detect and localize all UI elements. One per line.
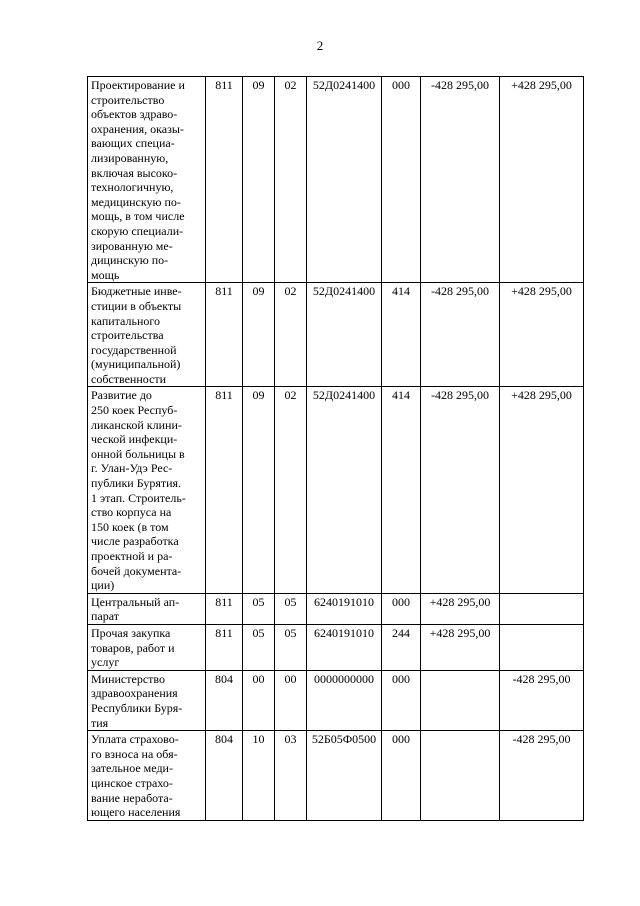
amount-change-cell-1: [421, 670, 500, 730]
expense-name-line: медицинскую по-: [91, 194, 181, 209]
amount-change-cell-2: [500, 624, 584, 670]
expense-name-line: Развитие до: [91, 388, 152, 403]
ministry-code-cell: 811: [206, 593, 243, 624]
table-row: [88, 593, 584, 624]
amount-change-cell-1: +428 295,00: [421, 593, 500, 624]
subsection-code-cell: 02: [275, 387, 307, 593]
table-row: [88, 670, 584, 730]
expense-name-line: объектов здраво-: [91, 107, 178, 122]
amount-change-cell-1: [421, 731, 500, 821]
section-code-cell: 05: [243, 593, 275, 624]
expense-name-line: Республики Буря-: [91, 700, 183, 715]
subsection-code-cell: 00: [275, 670, 307, 730]
amount-change-cell-2: +428 295,00: [500, 283, 584, 387]
expense-name-cell: [88, 77, 206, 283]
expense-type-cell: 000: [382, 77, 421, 283]
subsection-code-cell: 02: [275, 77, 307, 283]
expense-name-line: строительство: [91, 92, 165, 107]
expense-name-line: технологичную,: [91, 180, 174, 195]
subsection-code-cell: 02: [275, 283, 307, 387]
ministry-code-cell: 804: [206, 670, 243, 730]
table-row: [88, 77, 584, 283]
expense-name-line: онной больницы в: [91, 446, 185, 461]
table-row: [88, 387, 584, 593]
table-row: [88, 731, 584, 821]
expense-name-cell: [88, 283, 206, 387]
expense-name-line: Бюджетные инве-: [91, 284, 182, 299]
expense-name-line: зательное меди-: [91, 761, 173, 776]
expense-type-cell: 414: [382, 387, 421, 593]
expense-name-line: вающих специа-: [91, 136, 175, 151]
expense-name-line: собственности: [91, 371, 167, 386]
subsection-code-cell: 05: [275, 624, 307, 670]
amount-change-cell-2: +428 295,00: [500, 77, 584, 283]
expense-name-cell: [88, 670, 206, 730]
expense-name-line: публики Бурятия.: [91, 476, 182, 491]
expense-name-line: ликанской клини-: [91, 417, 182, 432]
amount-change-cell-2: -428 295,00: [500, 670, 584, 730]
amount-change-cell-2: [500, 593, 584, 624]
expense-name-line: мощь: [91, 267, 120, 282]
expense-name-line: включая высоко-: [91, 165, 178, 180]
expense-name-line: ции): [91, 578, 115, 593]
expense-name-line: Прочая закупка: [91, 625, 171, 640]
amount-change-cell-1: +428 295,00: [421, 624, 500, 670]
expense-name-line: 150 коек (в том: [91, 519, 169, 534]
amount-change-cell-1: -428 295,00: [421, 283, 500, 387]
expense-name-line: ство корпуса на: [91, 505, 172, 520]
expense-name-line: Центральный ап-: [91, 594, 180, 609]
subsection-code-cell: 05: [275, 593, 307, 624]
expense-name-line: скорую специали-: [91, 223, 184, 238]
expense-name-cell: [88, 593, 206, 624]
target-article-cell: 52Д0241400: [307, 387, 382, 593]
amount-change-cell-2: -428 295,00: [500, 731, 584, 821]
expense-name-line: строительства: [91, 328, 164, 343]
expense-name-line: Уплата страхово-: [91, 732, 179, 747]
expense-type-cell: 000: [382, 593, 421, 624]
expense-name-line: государственной: [91, 342, 177, 357]
expense-name-cell: [88, 624, 206, 670]
section-code-cell: 10: [243, 731, 275, 821]
expense-name-line: бочей документа-: [91, 563, 182, 578]
expense-name-line: дицинскую по-: [91, 253, 169, 268]
expense-name-line: го взноса на обя-: [91, 746, 178, 761]
ministry-code-cell: 811: [206, 387, 243, 593]
section-code-cell: 05: [243, 624, 275, 670]
ministry-code-cell: 811: [206, 624, 243, 670]
page-number: 2: [316, 38, 324, 53]
expense-name-cell: [88, 731, 206, 821]
expense-type-cell: 414: [382, 283, 421, 387]
target-article-cell: 52Д0241400: [307, 283, 382, 387]
ministry-code-cell: 811: [206, 283, 243, 387]
amount-change-cell-2: +428 295,00: [500, 387, 584, 593]
section-code-cell: 09: [243, 77, 275, 283]
expense-name-line: лизированную,: [91, 150, 169, 165]
subsection-code-cell: 03: [275, 731, 307, 821]
section-code-cell: 09: [243, 387, 275, 593]
amount-change-cell-1: -428 295,00: [421, 77, 500, 283]
expense-name-line: зированную ме-: [91, 238, 173, 253]
ministry-code-cell: 804: [206, 731, 243, 821]
budget-table-body: [88, 77, 584, 821]
expense-name-line: мощь, в том числе: [91, 209, 185, 224]
expense-name-line: услуг: [91, 655, 120, 670]
expense-name-line: 250 коек Респуб-: [91, 403, 178, 418]
expense-type-cell: 244: [382, 624, 421, 670]
expense-name-line: товаров, работ и: [91, 640, 175, 655]
section-code-cell: 09: [243, 283, 275, 387]
target-article-cell: 0000000000: [307, 670, 382, 730]
expense-name-line: тия: [91, 715, 109, 730]
expense-name-line: цинское страхо-: [91, 775, 173, 790]
expense-name-line: 1 этап. Строитель-: [91, 490, 186, 505]
budget-table: [87, 76, 584, 821]
expense-name-line: Министерство: [91, 671, 165, 686]
amount-change-cell-1: -428 295,00: [421, 387, 500, 593]
table-row: [88, 283, 584, 387]
expense-name-line: стиции в объекты: [91, 298, 182, 313]
expense-type-cell: 000: [382, 731, 421, 821]
expense-name-line: (муниципальной): [91, 357, 181, 372]
section-code-cell: 00: [243, 670, 275, 730]
expense-name-line: вание неработа-: [91, 790, 173, 805]
expense-name-line: парат: [91, 609, 120, 624]
expense-name-line: капитального: [91, 313, 160, 328]
expense-name-line: ющего населения: [91, 805, 181, 820]
target-article-cell: 6240191010: [307, 624, 382, 670]
expense-name-line: числе разработка: [91, 534, 179, 549]
expense-name-line: охранения, оказы-: [91, 121, 184, 136]
expense-name-line: г. Улан-Удэ Рес-: [91, 461, 173, 476]
expense-name-line: ческой инфекци-: [91, 432, 178, 447]
expense-name-cell: [88, 387, 206, 593]
ministry-code-cell: 811: [206, 77, 243, 283]
target-article-cell: 52Д0241400: [307, 77, 382, 283]
target-article-cell: 52Б05Ф0500: [307, 731, 382, 821]
expense-name-line: здравоохранения: [91, 686, 178, 701]
table-row: [88, 624, 584, 670]
expense-type-cell: 000: [382, 670, 421, 730]
target-article-cell: 6240191010: [307, 593, 382, 624]
expense-name-line: Проектирование и: [91, 78, 185, 92]
expense-name-line: проектной и ра-: [91, 549, 173, 563]
